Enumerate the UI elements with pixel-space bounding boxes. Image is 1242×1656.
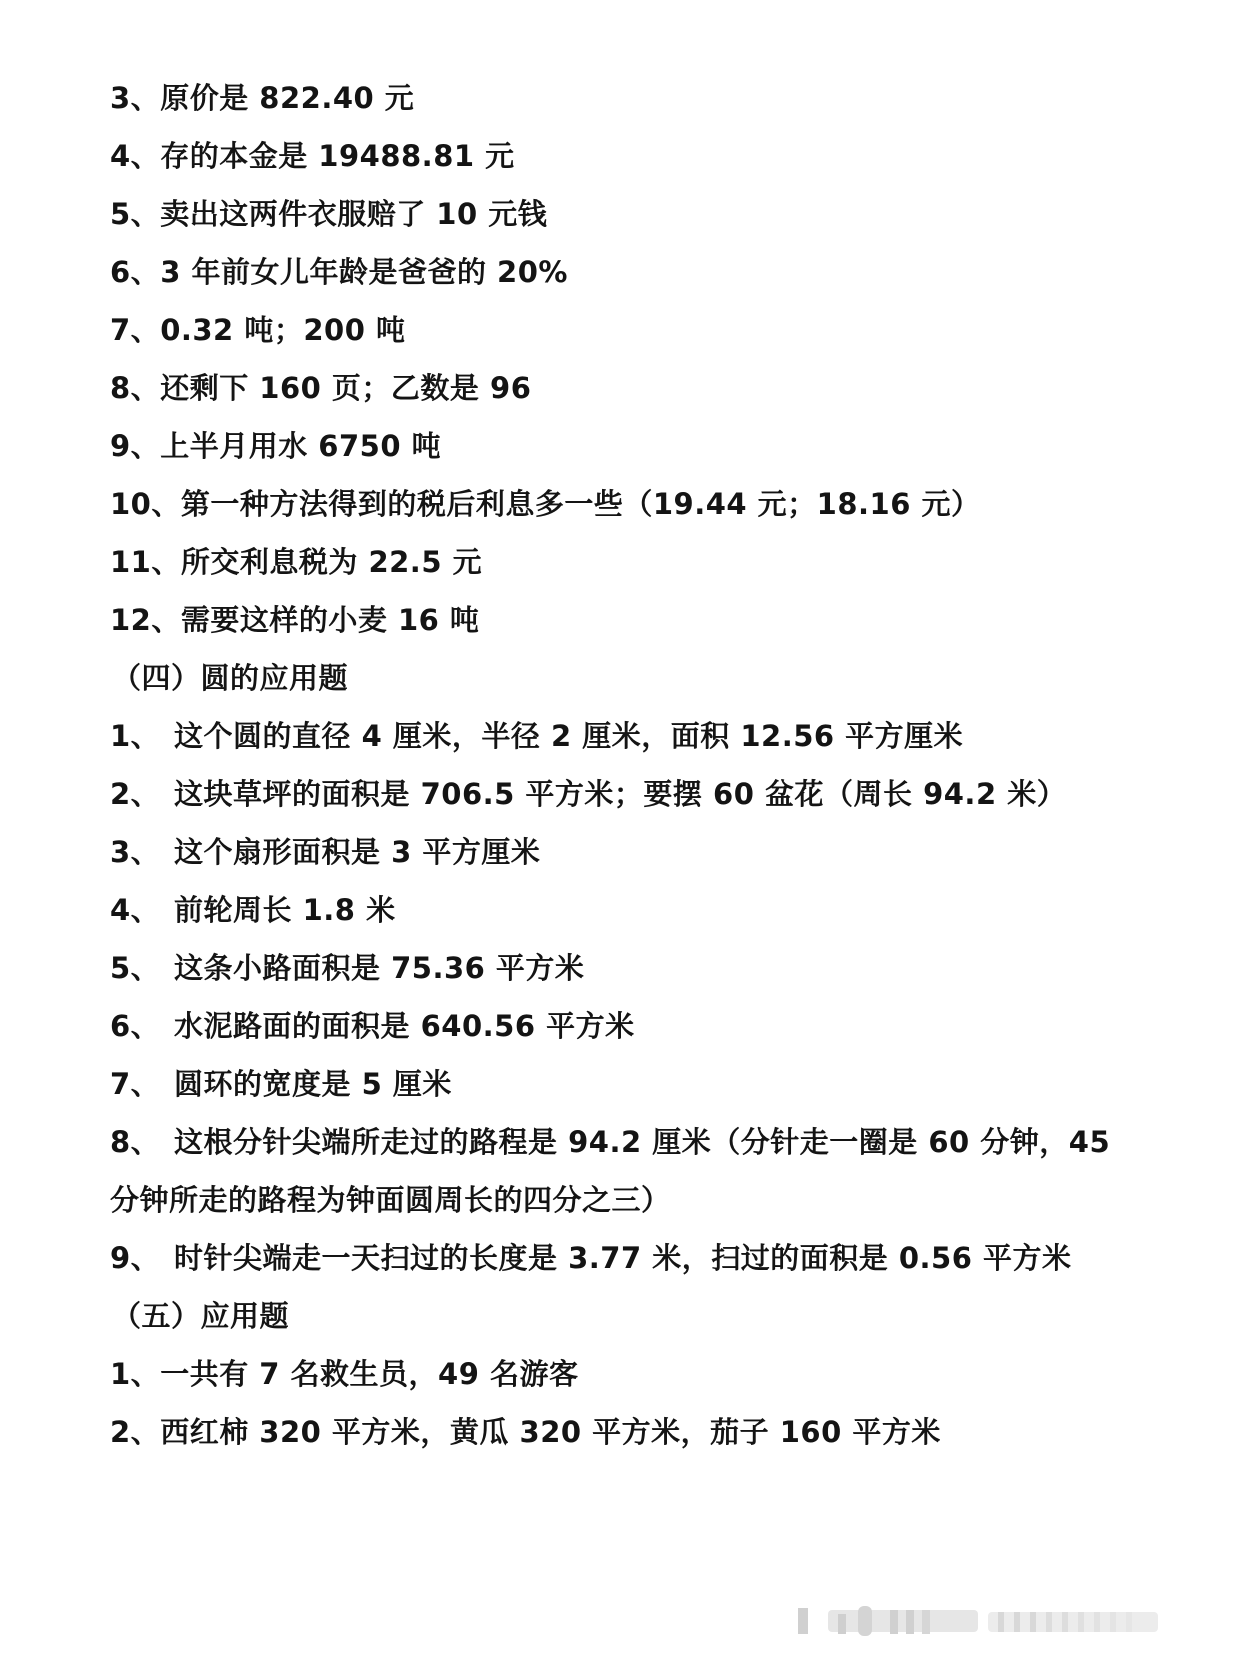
- answer-text: 这个扇形面积是 3 平方厘米: [174, 835, 541, 869]
- item-number: 2、: [110, 777, 161, 811]
- answer-line-3-11: [110, 544, 482, 580]
- answer-text: 原价是 822.40 元: [160, 81, 415, 115]
- item-number: 4、: [110, 893, 161, 927]
- answer-line-4-5: [110, 950, 584, 986]
- answer-text: 西红柿 320 平方米，黄瓜 320 平方米，茄子 160 平方米: [160, 1415, 941, 1449]
- answer-line-4-3: [110, 834, 540, 870]
- item-number: 3、: [110, 835, 161, 869]
- item-number: 5、: [110, 951, 161, 985]
- answer-text: 圆环的宽度是 5 厘米: [174, 1067, 452, 1101]
- answer-text: 这块草坪的面积是 706.5 平方米；要摆 60 盆花（周长 94.2 米）: [174, 777, 1067, 811]
- answer-line-3-5: [110, 196, 547, 232]
- answer-text: 需要这样的小麦 16 吨: [180, 603, 480, 637]
- answer-text: 一共有 7 名救生员，49 名游客: [160, 1357, 579, 1391]
- watermark-logo-icon: [798, 1600, 1168, 1640]
- item-number: 1、: [110, 719, 161, 753]
- item-number: 6、: [110, 255, 161, 289]
- answer-line-4-8-continued: 分钟所走的路程为钟面圆周长的四分之三）: [110, 1183, 671, 1217]
- answer-line-4-6: [110, 1008, 635, 1044]
- item-number: 9、: [110, 429, 161, 463]
- item-number: 8、: [110, 1125, 161, 1159]
- item-number: 2、: [110, 1415, 161, 1449]
- answer-line-3-4: [110, 138, 515, 174]
- item-number: 7、: [110, 313, 161, 347]
- item-number: 9、: [110, 1241, 161, 1275]
- answer-text: 这根分针尖端所走过的路程是 94.2 厘米（分针走一圈是 60 分钟，45: [174, 1125, 1111, 1159]
- answer-line-4-1: [110, 718, 963, 754]
- answer-text: 还剩下 160 页；乙数是 96: [160, 371, 532, 405]
- answer-line-3-9: [110, 428, 441, 464]
- answer-line-3-7: [110, 312, 405, 348]
- answer-line-5-2: [110, 1414, 941, 1450]
- item-number: 5、: [110, 197, 161, 231]
- answer-line-3-12: [110, 602, 479, 638]
- answer-line-3-8: [110, 370, 531, 406]
- item-number: 8、: [110, 371, 161, 405]
- answer-text: 前轮周长 1.8 米: [174, 893, 396, 927]
- answer-text: 水泥路面的面积是 640.56 平方米: [174, 1009, 635, 1043]
- answer-line-5-1: [110, 1356, 579, 1392]
- section-heading-circle-problems: （四）圆的应用题: [112, 661, 349, 695]
- answer-text: 3 年前女儿年龄是爸爸的 20%: [160, 255, 568, 289]
- answer-text: 所交利息税为 22.5 元: [180, 545, 483, 579]
- answer-text: 这条小路面积是 75.36 平方米: [174, 951, 585, 985]
- item-number: 3、: [110, 81, 161, 115]
- answer-text: 存的本金是 19488.81 元: [160, 139, 515, 173]
- answer-line-3-10: [110, 486, 981, 522]
- item-number: 12、: [110, 603, 181, 637]
- answer-line-4-2: [110, 776, 1066, 812]
- answer-text: 上半月用水 6750 吨: [160, 429, 442, 463]
- item-number: 7、: [110, 1067, 161, 1101]
- answer-line-3-6: [110, 254, 568, 290]
- answer-line-4-8: [110, 1124, 1110, 1160]
- answer-line-4-4: [110, 892, 396, 928]
- item-number: 11、: [110, 545, 181, 579]
- answer-text: 这个圆的直径 4 厘米，半径 2 厘米，面积 12.56 平方厘米: [174, 719, 964, 753]
- item-number: 1、: [110, 1357, 161, 1391]
- answer-text: 第一种方法得到的税后利息多一些（19.44 元；18.16 元）: [180, 487, 981, 521]
- answer-line-4-9: [110, 1240, 1072, 1276]
- answer-text: 时针尖端走一天扫过的长度是 3.77 米，扫过的面积是 0.56 平方米: [174, 1241, 1072, 1275]
- watermark: [798, 1600, 1168, 1640]
- section-heading-word-problems: （五）应用题: [112, 1299, 290, 1333]
- answer-line-3-3: [110, 80, 414, 116]
- answer-line-4-7: [110, 1066, 452, 1102]
- answer-text: 卖出这两件衣服赔了 10 元钱: [160, 197, 548, 231]
- answer-text: 0.32 吨；200 吨: [160, 313, 406, 347]
- item-number: 4、: [110, 139, 161, 173]
- item-number: 10、: [110, 487, 181, 521]
- item-number: 6、: [110, 1009, 161, 1043]
